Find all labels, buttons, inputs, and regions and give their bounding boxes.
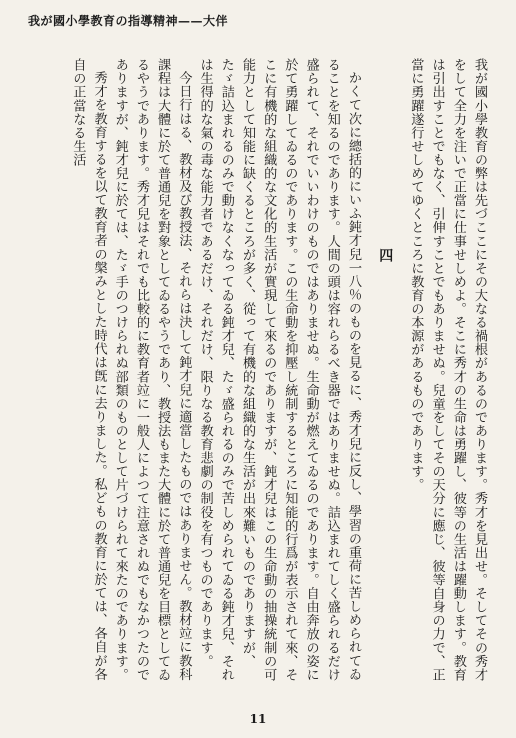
page-number: 11 <box>249 712 267 726</box>
paragraph: 今日行はる、教材及び教授法、それらは決して鈍才兒に適當したものではありません。教材竝に教科課程は大體に於て普通兒を對象としてゐるやうであり、教授法もまた大體に於て普通兒を目標としてゐるやうであります。秀才兒はそれでも比較的に教育者竝に一般人によつて注意されぬでもなかつたのでありますが、鈍才兒に於ては、たゞ手のつけられぬ部類のものとして片づけられて來たのであります。 <box>112 58 192 682</box>
body-text <box>30 58 490 694</box>
running-header: 我が國小學教育の指導精神——大伴 <box>28 14 229 28</box>
section-heading: 四 <box>377 248 394 263</box>
paragraph: かくて次に總括的にいふ鈍才兒一八％のものを見るに、秀才兒に反し、學習の重荷に苦しめられてゐることを知るのであります。人間の頭は容れらるべき器ではありませぬ。詰込まれてしく盛られるだけ盛られて、それでいいわけのものではありませぬ。生命動が燃えてゐるのであります。自由奔放の姿に於て勇躍してゐるのであります。この生命動を抑壓し統制するところに知能的行爲が表示されて來、そこに有機的な組織的な文化的生活が實現して來るのでありますが、鈍才兒はこの生命動の抽操統制の可能力として知能に缺くるところが多く、從って有機的な組織的な生活が出來難いものでありますが、たゞ詰込まれるのみで動けなくなってゐる鈍才兒、たゞ盛られるのみで苦しめられてゐる鈍才兒、それは生得的な氣の毒な能力者であるだけ、それだけ、限りなる教育悲劇の制役を有つものであります。 <box>197 58 361 682</box>
paragraph: 秀才を教育するを以て教育者の槃みとした時代は旣に去りました。私どもの教育に於ては、各自が各自の正當なる生活 <box>70 58 107 681</box>
paragraph: 我が國小學教育の弊は先づここにその大なる禍根があるのであります。秀才を見出せ。そしてその秀才をして全力を注いで正當に仕事せしめよ。そこに秀才の生命は勇躍し、彼等の生活は躍動します。教育は引出すことでもなく、引伸すことでもありませぬ。兒童をしてその天分に應じ、彼等自身の力で、正當に勇躍遂行せしめてゆくところに教育の本源があるものであります。 <box>408 58 487 682</box>
